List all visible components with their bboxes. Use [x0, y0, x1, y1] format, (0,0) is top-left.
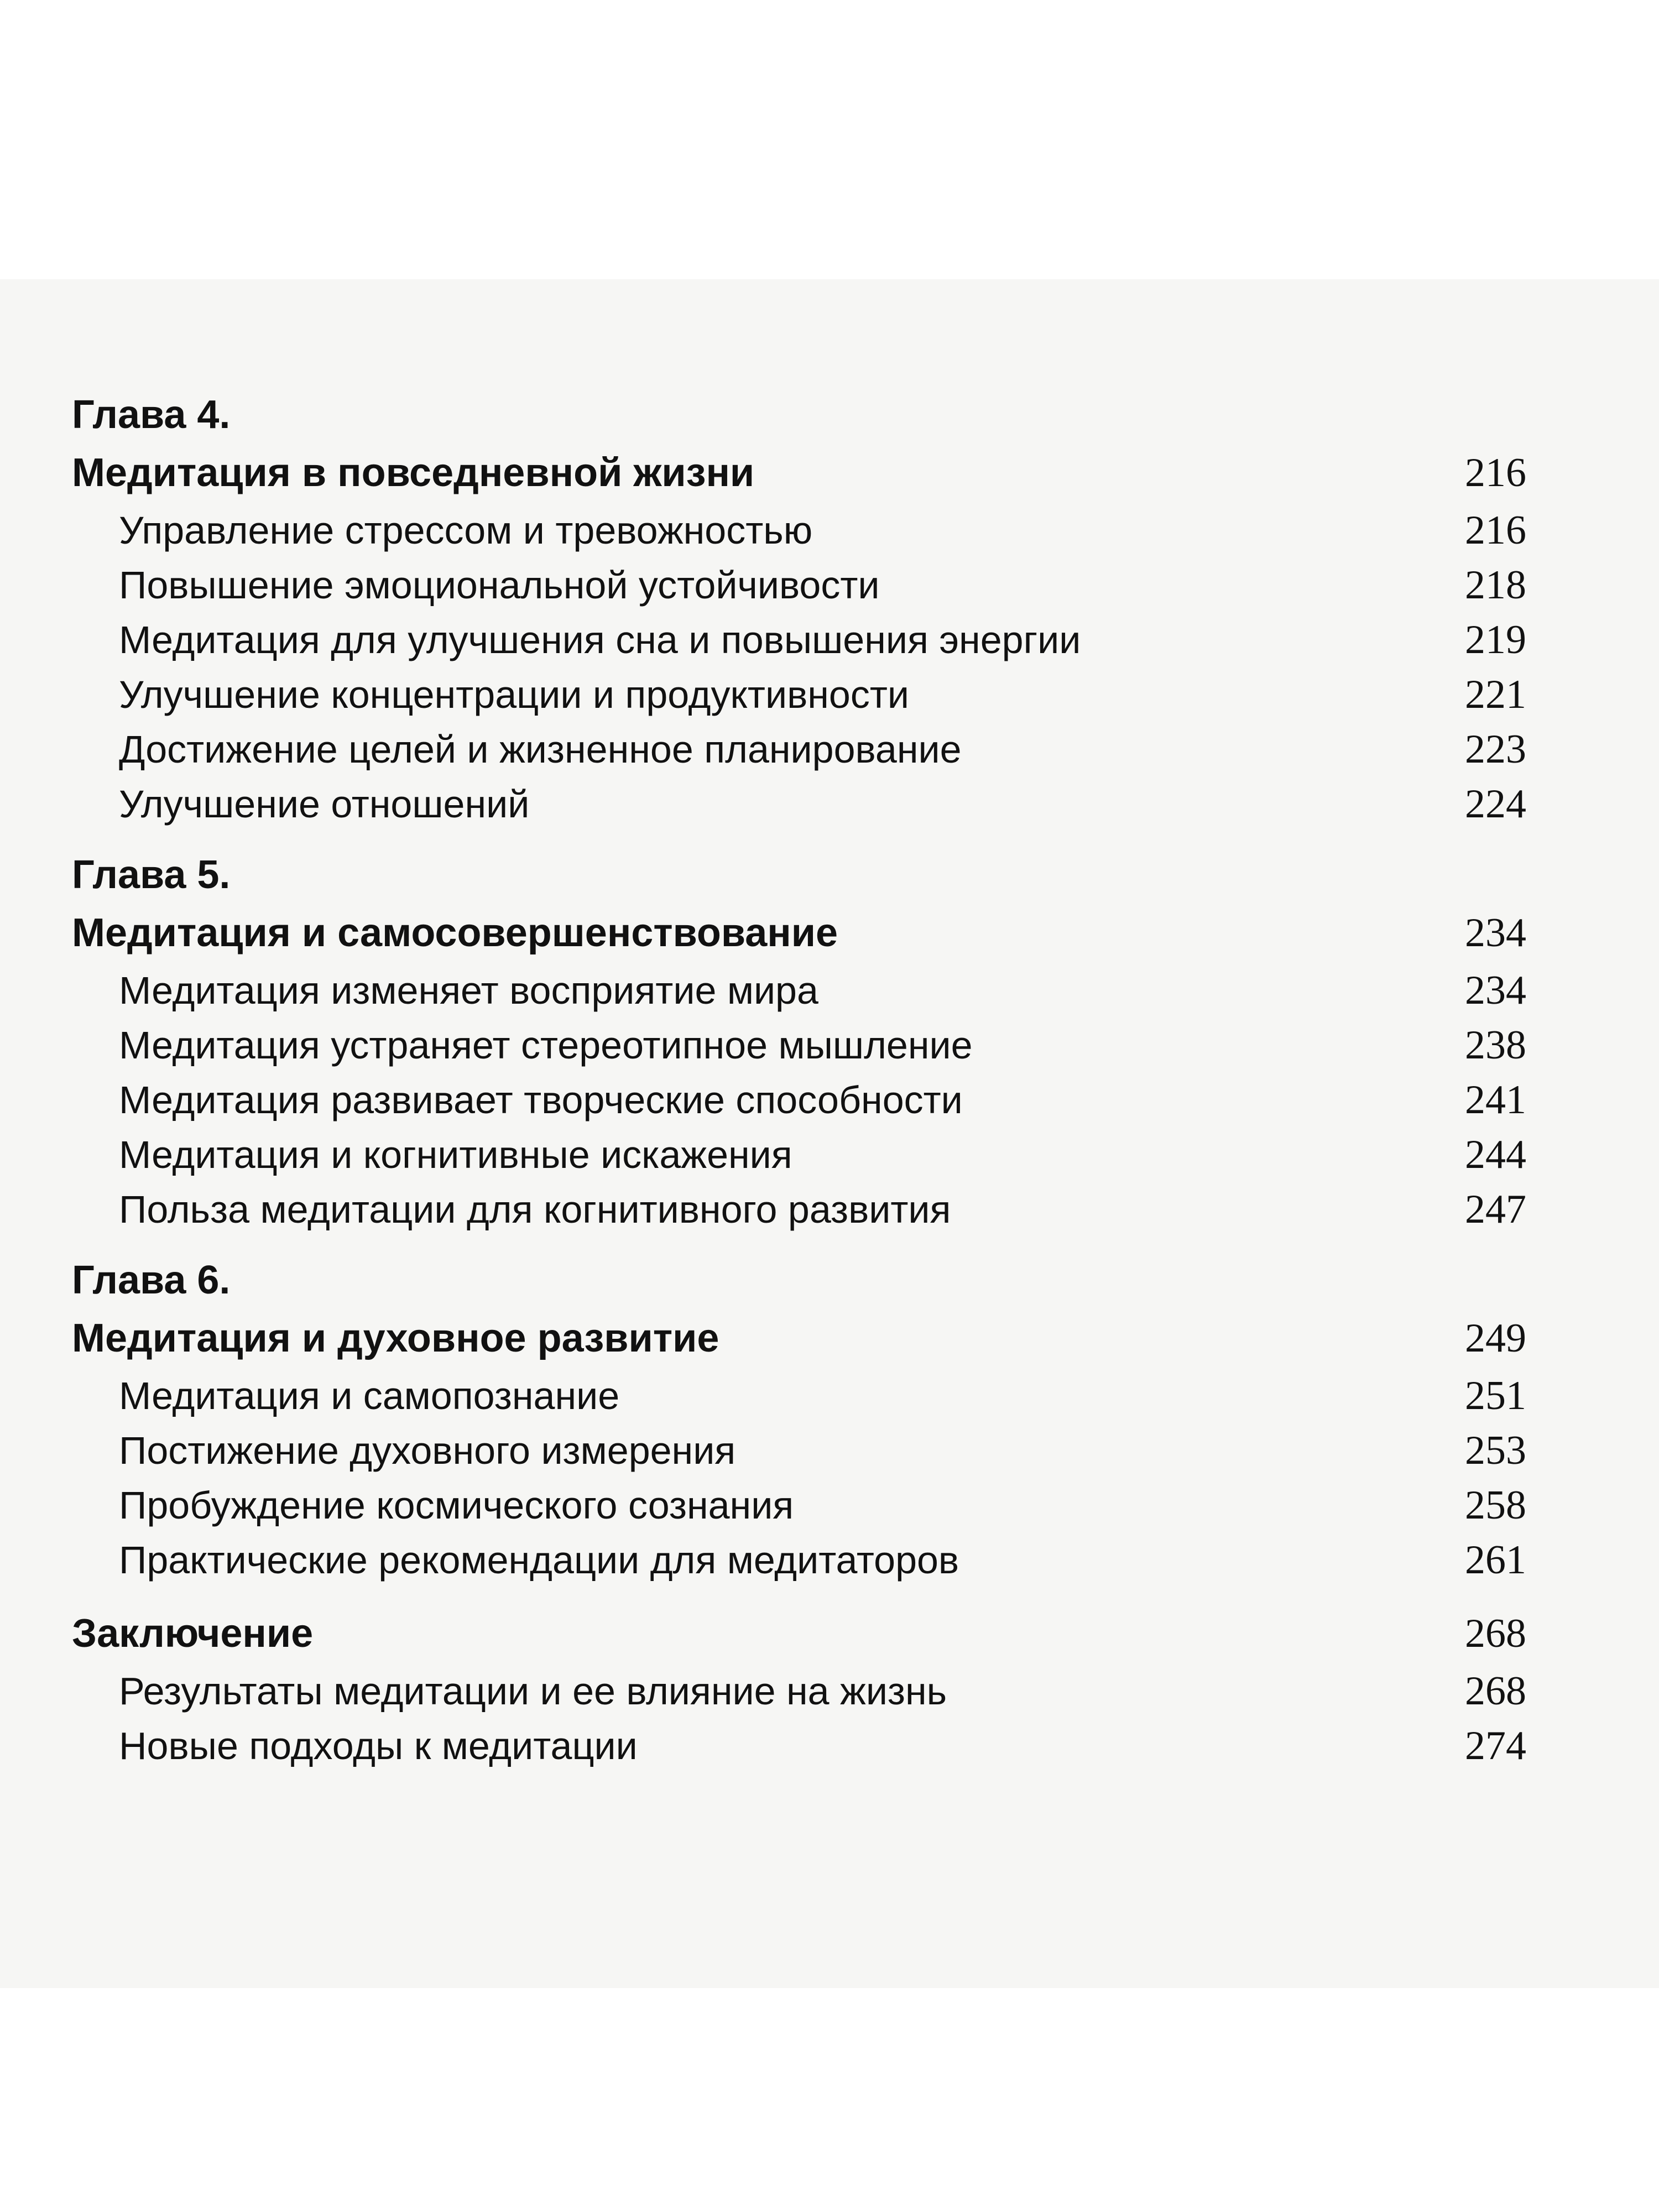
entry-title: Медитация и самопознание	[119, 1374, 620, 1417]
chapter-title-row	[72, 902, 1526, 963]
toc-entry	[72, 963, 1526, 1018]
page-number: 218	[1465, 562, 1526, 608]
page-number: 234	[1465, 968, 1526, 1013]
page-number: 261	[1465, 1537, 1526, 1583]
entry-title: Постижение духовного измерения	[119, 1429, 736, 1472]
entry-title: Польза медитации для когнитивного развития	[119, 1188, 951, 1231]
entry-title: Новые подходы к медитации	[119, 1724, 638, 1767]
entry-title: Пробуждение космического сознания	[119, 1484, 794, 1527]
table-of-contents	[72, 387, 1526, 1789]
chapter-title-row	[72, 1308, 1526, 1369]
chapter-title: Медитация и самосовершенствование	[72, 911, 838, 955]
page-number: 221	[1465, 672, 1526, 717]
toc-entry	[72, 1423, 1526, 1478]
page-number: 249	[1465, 1316, 1526, 1361]
toc-entry	[72, 1533, 1526, 1588]
page-number: 238	[1465, 1022, 1526, 1068]
conclusion	[72, 1603, 1526, 1773]
entry-title: Улучшение концентрации и продуктивности	[119, 673, 910, 716]
page-number: 268	[1465, 1668, 1526, 1714]
chapter-label: Глава 4.	[72, 393, 231, 437]
chapter-title: Медитация и духовное развитие	[72, 1316, 719, 1360]
page-number: 258	[1465, 1483, 1526, 1528]
page-number: 223	[1465, 727, 1526, 772]
entry-title: Улучшение отношений	[119, 782, 530, 826]
page-number: 216	[1465, 508, 1526, 553]
toc-entry	[72, 1664, 1526, 1719]
toc-entry	[72, 777, 1526, 832]
chapter-6	[72, 1253, 1526, 1588]
toc-entry	[72, 722, 1526, 777]
toc-entry	[72, 1719, 1526, 1773]
page-number: 268	[1465, 1611, 1526, 1656]
page-number: 219	[1465, 617, 1526, 662]
toc-entry	[72, 1182, 1526, 1237]
chapter-5	[72, 847, 1526, 1237]
page-number: 234	[1465, 910, 1526, 956]
toc-entry	[72, 503, 1526, 558]
toc-entry	[72, 613, 1526, 667]
toc-entry	[72, 1018, 1526, 1073]
chapter-4	[72, 387, 1526, 832]
page-number: 216	[1465, 450, 1526, 495]
chapter-title: Медитация в повседневной жизни	[72, 451, 755, 495]
toc-entry	[72, 1369, 1526, 1423]
entry-title: Результаты медитации и ее влияние на жизнь	[119, 1670, 947, 1713]
toc-entry	[72, 1478, 1526, 1533]
page-number: 241	[1465, 1077, 1526, 1123]
chapter-title: Заключение	[72, 1611, 314, 1656]
page-number: 253	[1465, 1428, 1526, 1473]
entry-title: Управление стрессом и тревожностью	[119, 509, 813, 552]
chapter-label: Глава 6.	[72, 1258, 231, 1302]
page-number: 224	[1465, 781, 1526, 827]
entry-title: Медитация устраняет стереотипное мышление	[119, 1024, 973, 1067]
entry-title: Повышение эмоциональной устойчивости	[119, 564, 880, 607]
entry-title: Медитация для улучшения сна и повышения энергии	[119, 618, 1081, 661]
entry-title: Достижение целей и жизненное планирование	[119, 728, 962, 771]
chapter-title-row	[72, 1603, 1526, 1664]
toc-entry	[72, 667, 1526, 722]
entry-title: Практические рекомендации для медитаторов	[119, 1538, 959, 1582]
chapter-label: Глава 5.	[72, 853, 231, 897]
toc-entry	[72, 1128, 1526, 1182]
page-number: 247	[1465, 1187, 1526, 1232]
entry-title: Медитация развивает творческие способности	[119, 1078, 963, 1121]
page-number: 251	[1465, 1373, 1526, 1418]
page-number: 274	[1465, 1723, 1526, 1768]
toc-entry	[72, 1073, 1526, 1128]
entry-title: Медитация изменяет восприятие мира	[119, 969, 818, 1012]
chapter-title-row	[72, 442, 1526, 503]
entry-title: Медитация и когнитивные искажения	[119, 1133, 792, 1176]
page-number: 244	[1465, 1132, 1526, 1177]
toc-entry	[72, 558, 1526, 613]
